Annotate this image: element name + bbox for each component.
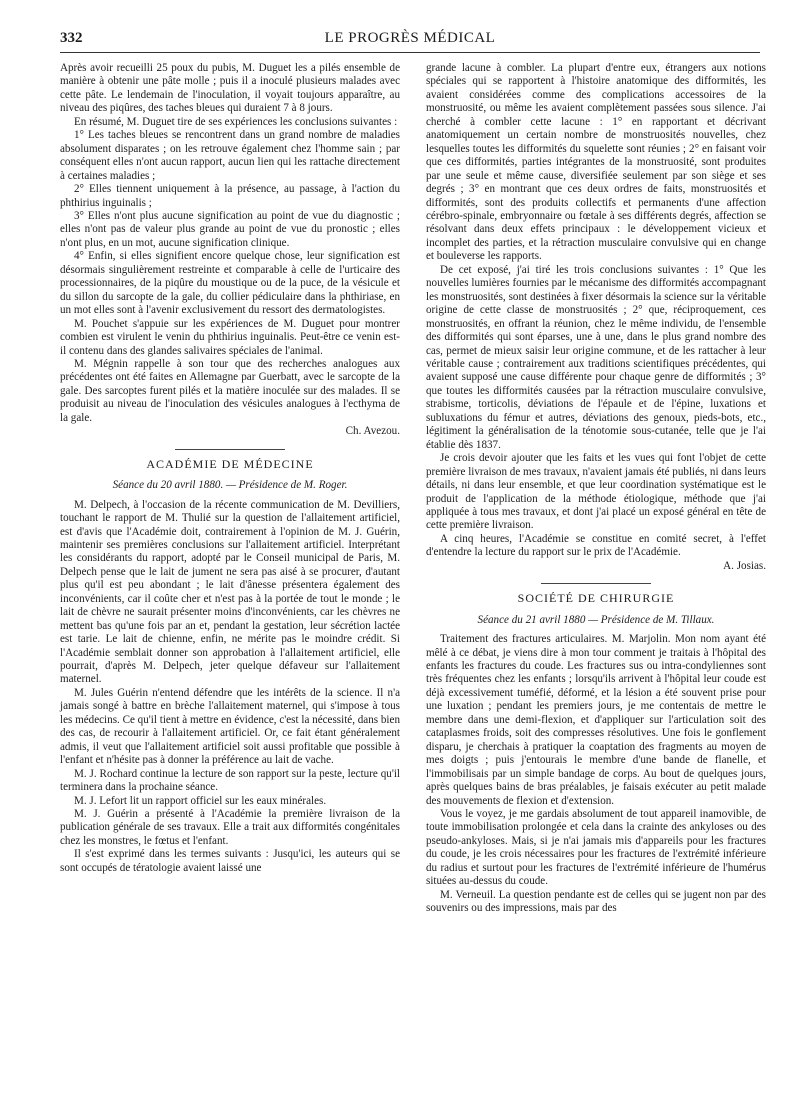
paragraph: Vous le voyez, je me gardais absolument de tout appareil inamovible, de toute immobilisation prolongée et cela dans la crainte des ankyloses ou des pseudo-ankyloses. Mais, si je n'ai jamais mis d'appareils pour les fractures du coude, je les crois nécessaires pour les fractures de l'extrémité inférieure du radius et surtout pour les fractures de l'extrémité inférieure de l'humérus situées au-dessus du coude. — [426, 808, 766, 888]
paragraph: Après avoir recueilli 25 poux du pubis, M. Duguet les a pilés ensemble de manière à obtenir une pâte molle ; puis il a inoculé plusieurs malades avec cette pâte. Le lendemain de l'inoculation, il voyait toujours apparaître, au niveau des piqûres, des taches bleues qui duraient 7 à 8 jours. — [60, 62, 400, 115]
paragraph: M. Verneuil. La question pendante est de celles qui se jugent non par des souvenirs ou des impressions, mais par des — [426, 888, 766, 915]
paragraph: M. J. Lefort lit un rapport officiel sur les eaux minérales. — [74, 794, 327, 807]
author-signature: A. Josias. — [723, 559, 766, 572]
paragraph: M. Mégnin rappelle à son tour que des recherches analogues aux précédentes ont été faites en Allemagne par Guerbatt, avec le sarcopte de la gale. Des sarcoptes furent pilés et la matière inoculée sur des malades. Il se produisit au niveau de l'inoculation des vésicules analogues à l'ecthyma de la gale. — [60, 357, 400, 424]
page-number: 332 — [60, 30, 83, 46]
paragraph: M. Pouchet s'appuie sur les expériences de M. Duguet pour montrer combien est virulent le venin du phthirius inguinalis. Peut-être ce venin est-il contenu dans des glandes salivaires spéciales de l'animal. — [60, 317, 400, 357]
paragraph: Je crois devoir ajouter que les faits et les vues qui font l'objet de cette première livraison de mes travaux, n'avaient jamais été publiés, ni dans leurs détails, ni dans leur ensemble, et que leur coordination systématique est le produit de l'application de la méthode étiologique, méthode que j'ai appliquée à tous mes travaux, et dont j'ai placé un exposé général en tête de cette première livraison. — [426, 452, 766, 532]
left-column — [60, 62, 400, 875]
author-signature: Ch. Avezou. — [345, 425, 400, 438]
paragraph: Il s'est exprimé dans les termes suivants : Jusqu'ici, les auteurs qui se sont occupés de tératologie avaient laissé une — [60, 848, 400, 874]
paragraph: M. Jules Guérin n'entend défendre que les intérêts de la science. Il n'a jamais songé à battre en brèche l'allaitement maternel, qui s'impose à tous les médecins. Ce qu'il tient à mettre en évidence, c'est la nécessité, dans bien des cas, de recourir à l'allaitement artificiel. Or, ce fait étant généralement admis, il veut que l'allaitement artificiel soit aussi profitable que possible à l'enfant et n'hésite pas à donner la préférence au lait de vache. — [60, 686, 400, 767]
section-title: SOCIÉTÉ DE CHIRURGIE — [517, 591, 675, 606]
section-divider — [175, 449, 285, 450]
paragraph: 1° Les taches bleues se rencontrent dans un grand nombre de maladies absolument disparates ; on les retrouve également chez l'homme sain ; par conséquent elles n'ont aucun rapport, aucun lien qui les rattache directement à certaines maladies ; — [60, 129, 400, 182]
paragraph: grande lacune à combler. La plupart d'entre eux, étrangers aux notions spéciales qui se rapportent à l'histoire anatomique des difformités, les avaient considérées comme des complications accessoires de la monstruosité, ou même les avaient complètement passées sous silence. J'ai cherché à combler cette lacune : 1° en rapportant et décrivant anatomiquement un certain nombre de monstruosités nouvelles, chez lesquelles toutes les difformités du squelette sont réunies ; 2° en faisant voir que ces difformités, parties intégrantes de la monstruosité, sont produites par une seule et même cause, diversifiée seulement par son siège et ses degrés ; 3° en montrant que ces deux ordres de faits, monstruosités et difformités, sont des produits collectifs et permanents d'une affection cérébro-spinale, embryonnaire ou fœtale à ses différents degrés, affection se résolvant dans deux effets principaux : le développement vicieux et incomplet des parties, et la rétraction musculaire convulsive qui en change et bouleverse les rapports. — [426, 62, 766, 263]
session-line: Séance du 20 avril 1880. — Présidence de M. Roger. — [112, 479, 348, 492]
page-header — [60, 30, 760, 53]
section-divider — [541, 583, 651, 584]
paragraph: M. J. Guérin a présenté à l'Académie la première livraison de la publication générale de ses travaux. Elle a trait aux difformités congénitales chez les monstres, le fœtus et l'enfant. — [60, 808, 400, 847]
section-title: ACADÉMIE DE MÉDECINE — [146, 456, 314, 471]
running-head: LE PROGRÈS MÉDICAL — [324, 30, 496, 46]
paragraph: En résumé, M. Duguet tire de ses expériences les conclusions suivantes : — [74, 115, 398, 128]
paragraph: Traitement des fractures articulaires. M. Marjolin. Mon nom ayant été mêlé à ce débat, je viens dire à mon tour comment je traitais à l'hôpital des enfants les fractures du coude. Les fractures sus ou intra-condyliennes sont très fréquentes chez les enfants ; lorsqu'ils arrivent à l'hôpital leur coude est déjà excessivement tuméfié, déformé, et la lésion a été souvent prise pour une luxation ; pendant les premiers jours, je me contentais de mettre le membre dans une demi-flexion, et d'appliquer sur l'articulation soit des cataplasmes froids, soit des compresses résolutives. Une fois le gonflement disparu, je cherchais à pratiquer la coaptation des fragments au moyen de mes doigts ; puis j'entourais le membre d'une bande de flanelle, et l'immobilisais par un simple bandage de corps. Au bout de quelques jours, après quelques bains de bras préalables, je faisais exécuter au petit malade des mouvements de flexion et d'extension. — [426, 633, 766, 807]
paragraph: 3° Elles n'ont plus aucune signification au point de vue du diagnostic ; elles n'ont pas de valeur plus grande au point de vue du pronostic ; elles n'ont plus, en un mot, aucune signification clinique. — [60, 209, 400, 249]
paragraph: A cinq heures, l'Académie se constitue en comité secret, à l'effet d'entendre la lecture du rapport sur le prix de l'Académie. — [426, 532, 766, 559]
paragraph: 2° Elles tiennent uniquement à la présence, au passage, à l'action du phthirius inguinalis ; — [60, 183, 400, 209]
paragraph: M. Delpech, à l'occasion de la récente communication de M. Devilliers, touchant le rapport de M. Thulié sur la question de l'allaitement artificiel, est d'avis que l'Académie doit, contrairement à l'opinion de M. J. Guérin, maintenir ses premières conclusions sur l'allaitement artificiel. Interprétant les considérants du rapport, adopté par le Conseil municipal de Paris, M. Delpech pense que le lait de jument ne sera pas aisé à se procurer, d'autant plus qu'il est peu abondant ; le lait d'ânesse présentera également des inconvénients, car il coûte cher et n'est pas à la portée de tout le monde ; le lait de chèvre ne saurait présenter moins d'inconvénients, car les chèvres ne mettent bas qu'une fois par an et, pendant la gestation, leur sécrétion lactée est tarie. Le lait de chienne, enfin, ne mérite pas le moindre crédit. Si l'Académie semblait donner son approbation à l'allaitement artificiel, elle pourrait, d'après M. Delpech, jeter quelque défaveur sur l'allaitement maternel. — [60, 498, 400, 686]
paragraph: M. J. Rochard continue la lecture de son rapport sur la peste, lecture qu'il terminera dans la prochaine séance. — [60, 767, 400, 794]
session-line: Séance du 21 avril 1880 — Présidence de M. Tillaux. — [477, 613, 715, 626]
paragraph: De cet exposé, j'ai tiré les trois conclusions suivantes : 1° Que les nouvelles lumières fournies par le mécanisme des difformités accompagnant les monstruosités, sont destinées à fixer désormais la science sur la véritable origine de cette classe de monstruosités ; 2° que, réciproquement, ces monstruosités, en offrant la réunion, chez le même individu, de l'ensemble des difformités qui sont éparses, une à une, dans le plus grand nombre des cas, permet de mieux saisir leur origine commune, et de les rattacher à leur véritable cause ; contrairement aux traditions scientifiques précédentes, qui avaient supposé une cause différente pour chaque genre de difformités ; 3° que toutes les difformités causées par la rétraction musculaire convulsive, strabisme, torticolis, déviations de l'épaule et de l'épine, luxations et subluxations du fémur et autres, déviations des genoux, pieds-bots, etc., légitiment la généralisation de la ténotomie sous-cutanée, telle que je l'ai établie dès 1837. — [426, 263, 766, 451]
paragraph: 4° Enfin, si elles signifient encore quelque chose, leur signification est désormais singulièrement restreinte et comparable à celle de l'urticaire des processionnaires, de la piqûre du moustique ou de la puce, de la vésicule et du sillon du sarcopte de la gale, du collier pédiculaire dans la phthiriase, en un mot elles sont à l'avenir exclusivement du ressort des dermatologistes. — [60, 250, 400, 317]
right-column — [426, 62, 766, 916]
